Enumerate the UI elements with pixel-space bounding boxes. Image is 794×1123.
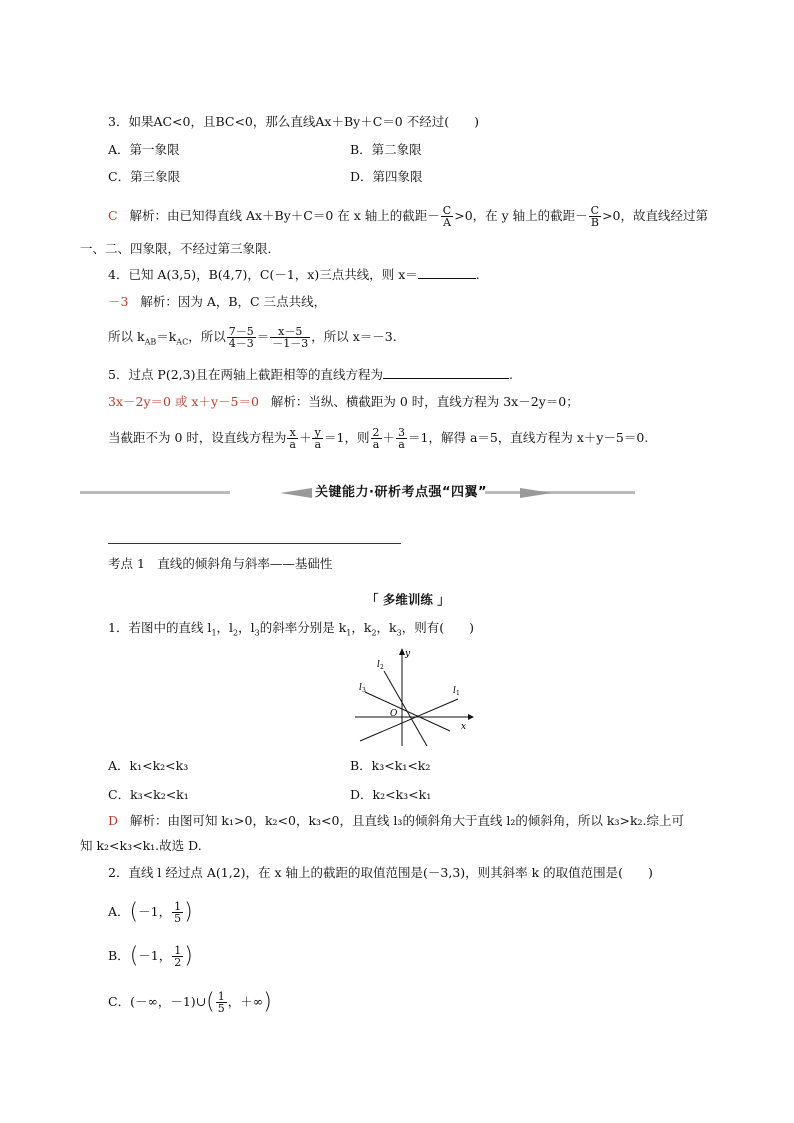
fraction-3-over-a <box>396 427 407 450</box>
fraction-numerator: C <box>442 204 452 217</box>
fraction-denominator: B <box>590 216 599 229</box>
q5-sol-text: ＝1，解得 a＝5，直线方程为 x＋y－5＝0. <box>408 430 649 445</box>
fraction-c-over-b <box>589 205 601 228</box>
q3-solution-text-b: >0，在 y 轴上的截距－ <box>454 208 588 223</box>
q4-stem: 4．已知 A(3,5)，B(4,7)，C(－1，x)三点共线，则 x＝ <box>108 267 418 282</box>
subscript: 2 <box>233 628 239 638</box>
fraction-numerator: C <box>590 204 600 217</box>
fraction-numerator: y <box>312 427 323 439</box>
fraction-slope-ab <box>227 326 256 349</box>
l3-label-sub: 3 <box>362 687 366 694</box>
fraction-numerator: x－5 <box>270 326 310 338</box>
l1-label: l <box>453 686 456 696</box>
l1-label-sub: 1 <box>456 690 460 697</box>
fraction-denominator: a <box>372 438 380 451</box>
fraction-numerator: x <box>287 427 298 439</box>
subscript: 1 <box>346 628 352 638</box>
left-paren: ( <box>206 989 215 1015</box>
q5-stem: 5．过点 P(2,3)且在两轴上截距相等的直线方程为 <box>108 367 383 382</box>
q3-answer: C <box>108 208 118 223</box>
fraction-denominator: a <box>314 438 322 451</box>
fraction-denominator: 5 <box>217 1002 225 1015</box>
p1-solution-text: 解析：由图可知 k₁>0，k₂<0，k₃<0，且直线 l₃的倾斜角大于直线 l₂的倾斜角，所以 k₃>k₂.综上可 <box>129 813 685 828</box>
q5-stem-end: . <box>508 367 513 382</box>
section-banner <box>80 482 635 504</box>
section-banner-title: 关键能力·研析考点强“四翼” <box>315 485 488 500</box>
option-prefix: A． <box>108 904 130 919</box>
p1-stem-text: ，k <box>351 620 372 635</box>
banner-right-rule <box>485 491 635 494</box>
p2-option-c <box>108 984 272 1021</box>
x-axis-label: x <box>461 722 467 732</box>
fraction-1-over-5 <box>216 991 227 1014</box>
subscript-ac: AC <box>176 337 189 347</box>
banner-right-ornament-icon <box>520 486 552 500</box>
p1-stem-text: ，则有( ) <box>401 620 474 635</box>
q4-sol-text: ＝k <box>156 329 177 344</box>
fraction-numerator: 3 <box>398 426 406 439</box>
y-axis-label: y <box>405 649 411 659</box>
fraction-numerator: 1 <box>174 944 182 957</box>
q4-solution-line1 <box>108 293 326 311</box>
kp1-title: 考点 1 直线的倾斜角与斜率——基础性 <box>108 556 333 571</box>
q3-option-b: B．第二象限 <box>350 142 422 157</box>
fraction-numerator: 1 <box>217 990 225 1003</box>
q4-sol-text: ，所以 x＝－3. <box>311 329 397 344</box>
fraction-denominator: A <box>443 216 451 229</box>
p1-stem-text: ，l <box>216 620 234 635</box>
left-paren: ( <box>129 943 139 969</box>
p2-stem: 2．直线 l 经过点 A(1,2)，在 x 轴上的截距的取值范围是(－3,3)，则其斜率 k 的取值范围是( ) <box>108 865 653 880</box>
option-prefix: B． <box>108 948 130 963</box>
right-paren: ) <box>184 899 193 925</box>
q5-solution-text-a: 解析：当纵、横截距为 0 时，直线方程为 3x－2y＝0； <box>270 394 579 409</box>
q4-sol-text: ，所以 <box>188 329 226 344</box>
q5-solution-line2 <box>108 424 648 452</box>
fraction-numerator: 7－5 <box>228 325 254 338</box>
equals-sign: ＝ <box>256 329 270 344</box>
p2-option-b <box>108 938 193 975</box>
l3-label: l <box>359 683 362 693</box>
p1-option-c: C．k₃<k₂<k₁ <box>108 787 189 802</box>
q3-solution-text-c: >0，故直线经过第 <box>602 208 709 223</box>
p1-solution-line1 <box>108 812 684 830</box>
fraction-denominator: 5 <box>174 912 182 925</box>
subscript-ab: AB <box>144 337 157 347</box>
p2-option-a <box>108 894 193 931</box>
left-paren: ( <box>129 899 139 925</box>
fraction-1-over-5 <box>172 901 183 924</box>
right-paren: ) <box>184 943 193 969</box>
p1-stem-text: ，l <box>238 620 255 635</box>
line-l1 <box>360 699 458 741</box>
fraction-2-over-a <box>371 427 382 450</box>
p1-solution-line2: 知 k₂<k₃<k₁.故选 D. <box>80 838 202 853</box>
right-paren: ) <box>263 989 272 1015</box>
fraction-denominator: －1－3 <box>272 337 309 350</box>
subscript: 2 <box>371 628 377 638</box>
q3-option-d: D．第四象限 <box>350 169 423 184</box>
p1-stem-text: ，k <box>376 620 397 635</box>
q4-answer-blank[interactable] <box>418 266 476 279</box>
q3-solution-line1 <box>108 203 708 229</box>
p1-option-b: B．k₃<k₁<k₂ <box>350 758 431 773</box>
q3-option-a: A．第一象限 <box>108 142 180 157</box>
fraction-denominator: 2 <box>174 956 182 969</box>
fraction-numerator: 1 <box>174 900 182 913</box>
q4-answer: －3 <box>108 294 129 309</box>
q5-answer-blank[interactable] <box>383 366 509 379</box>
fraction-y-over-a <box>312 427 323 450</box>
q4-solution-line2 <box>108 323 397 357</box>
p1-option-a: A．k₁<k₂<k₃ <box>108 758 189 773</box>
option-text: ，＋∞ <box>227 994 264 1009</box>
x-axis-arrow-icon <box>468 714 474 720</box>
banner-left-ornament-icon <box>280 486 312 500</box>
q4-sol-text: 所以 k <box>108 329 145 344</box>
fraction-c-over-a <box>441 205 453 228</box>
p1-stem-text: 的斜率分别是 k <box>259 620 347 635</box>
l2-label: l <box>377 660 380 670</box>
fraction-1-over-2 <box>172 945 183 968</box>
option-text: －1， <box>138 948 172 963</box>
p1-stem-text: 1．若图中的直线 l <box>108 620 212 635</box>
option-text: C．(－∞，－1)∪ <box>108 994 207 1009</box>
fraction-denominator: a <box>398 438 405 451</box>
q4-solution-text-a: 解析：因为 A，B，C 三点共线， <box>140 294 327 309</box>
p1-stem <box>108 619 474 643</box>
option-text: －1， <box>138 904 172 919</box>
fraction-x-over-a <box>287 427 298 450</box>
q3-solution-line2: 一、二、四象限，不经过第三象限． <box>80 241 281 256</box>
subscript: 3 <box>254 628 260 638</box>
q4-stem-end: . <box>475 267 480 282</box>
plus-sign: ＋ <box>382 430 396 445</box>
subscript: 3 <box>396 628 402 638</box>
p1-answer: D <box>108 813 119 828</box>
q5-stem-line <box>108 366 513 384</box>
fraction-denominator: a <box>289 438 296 451</box>
p1-option-d: D．k₂<k₃<k₁ <box>350 787 432 802</box>
q4-stem-line <box>108 266 480 284</box>
fraction-numerator: 2 <box>372 426 380 439</box>
training-title: 「 多维训练 」 <box>366 592 450 607</box>
plus-sign: ＋ <box>298 430 312 445</box>
lines-graph <box>350 646 475 746</box>
q5-sol-text: 当截距不为 0 时，设直线方程为 <box>108 430 287 445</box>
q5-answer: 3x－2y＝0 或 x＋y－5＝0 <box>108 394 259 409</box>
q5-solution-line1 <box>108 393 579 411</box>
kp1-divider <box>108 543 401 544</box>
origin-label: O <box>390 709 398 719</box>
line-l3 <box>365 692 450 731</box>
fraction-slope-ac <box>270 326 310 349</box>
fraction-denominator: 4－3 <box>228 337 254 350</box>
banner-left-rule <box>80 491 230 494</box>
q3-option-c: C．第三象限 <box>108 169 181 184</box>
q3-solution-text-a: 解析：由已知得直线 Ax＋By＋C＝0 在 x 轴上的截距－ <box>129 208 440 223</box>
q5-sol-text: ＝1，则 <box>324 430 370 445</box>
subscript: 1 <box>211 628 217 638</box>
q3-stem: 3．如果AC<0，且BC<0，那么直线Ax＋By＋C＝0 不经过( ) <box>108 114 479 129</box>
l2-label-sub: 2 <box>380 664 384 671</box>
